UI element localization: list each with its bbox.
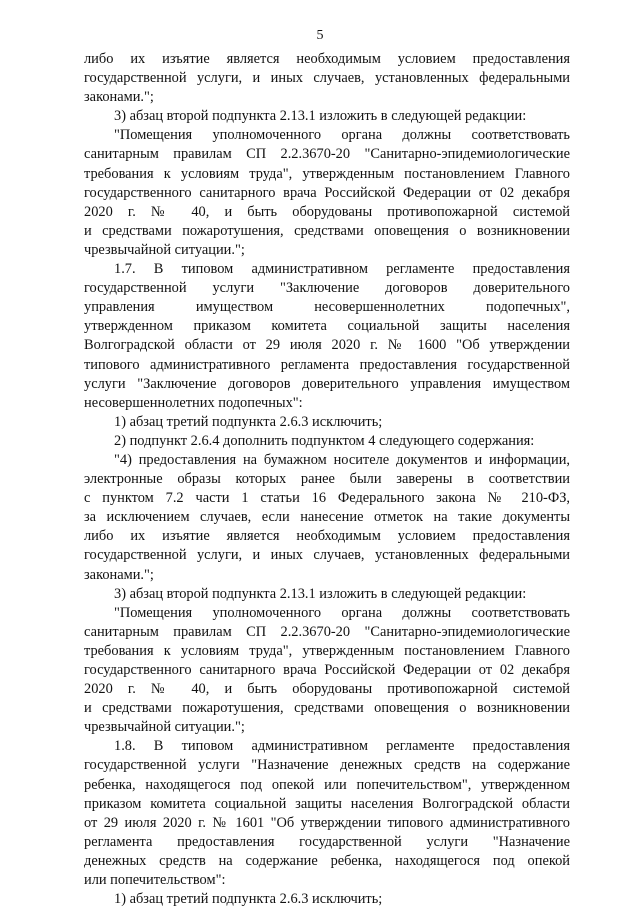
text-line: денежных средств на содержание ребенка, находящегося под опекой — [84, 852, 570, 869]
text-line: государственной услуги, и иных случаев, установленных федеральными — [84, 70, 570, 87]
text-line: государственного санитарного врача Российской Федерации от 02 декабря — [84, 184, 570, 201]
text-line: регламента предоставления государственной услуги "Назначение — [84, 833, 570, 850]
text-line: "Помещения уполномоченного органа должны соответствовать — [114, 127, 570, 144]
text-line: управления имуществом несовершеннолетних подопечных", — [84, 299, 570, 316]
text-line: требования к условиям труда", утвержденным постановлением Главного — [84, 165, 570, 182]
text-line: 1) абзац третий подпункта 2.6.3 исключить; — [114, 413, 383, 430]
text-line: и средствами пожаротушения, средствами оповещения о возникновении — [84, 700, 570, 717]
text-line: "4) предоставления на бумажном носителе документов и информации, — [114, 451, 570, 468]
text-line: несовершеннолетних подопечных": — [84, 394, 303, 411]
text-line: услуги "Заключение договоров доверительного управления имуществом — [84, 375, 570, 392]
text-line: электронные образы которых ранее были заверены в соответствии — [84, 471, 570, 488]
text-line: 1.8. В типовом административном регламенте предоставления — [114, 738, 570, 755]
text-line: от 29 июля 2020 г. № 1601 "Об утверждении типового административного — [84, 814, 570, 831]
text-line: приказом комитета социальной защиты населения Волгоградской области — [84, 795, 570, 812]
text-line: ребенка, находящегося под опекой или попечительством", утвержденном — [84, 776, 570, 793]
text-line: 2020 г. № 40, и быть оборудованы противопожарной системой — [84, 203, 570, 220]
text-line: 2020 г. № 40, и быть оборудованы противопожарной системой — [84, 681, 570, 698]
text-line: Волгоградской области от 29 июля 2020 г. № 1600 "Об утверждении — [84, 337, 570, 354]
text-line: государственной услуги "Заключение договоров доверительного — [84, 280, 570, 297]
text-line: и средствами пожаротушения, средствами оповещения о возникновении — [84, 222, 570, 239]
text-line: 1.7. В типовом административном регламенте предоставления — [114, 261, 570, 278]
page-number: 5 — [316, 28, 324, 43]
text-line: 3) абзац второй подпункта 2.13.1 изложить в следующей редакции: — [114, 108, 527, 125]
text-line: 1) абзац третий подпункта 2.6.3 исключить; — [114, 891, 383, 908]
text-line: чрезвычайной ситуации."; — [84, 241, 245, 258]
text-line: 2) подпункт 2.6.4 дополнить подпунктом 4 следующего содержания: — [114, 432, 535, 449]
text-line: "Помещения уполномоченного органа должны соответствовать — [114, 604, 570, 621]
text-line: требования к условиям труда", утвержденным постановлением Главного — [84, 642, 570, 659]
text-line: либо их изъятие является необходимым условием предоставления — [84, 51, 570, 67]
text-line: или попечительством": — [84, 872, 226, 889]
text-line: законами."; — [84, 566, 154, 583]
text-line: за исключением случаев, если нанесение отметок на такие документы — [84, 509, 570, 526]
text-line: типового административного регламента предоставления государственной — [84, 356, 570, 373]
text-line: санитарным правилам СП 2.2.3670-20 "Санитарно-эпидемиологические — [84, 623, 570, 640]
text-line: государственной услуги, и иных случаев, установленных федеральными — [84, 547, 570, 564]
document-body — [84, 50, 570, 909]
text-line: с пунктом 7.2 части 1 статьи 16 Федерального закона № 210-ФЗ, — [84, 490, 570, 507]
text-line: государственной услуги "Назначение денежных средств на содержание — [84, 757, 570, 774]
text-line: чрезвычайной ситуации."; — [84, 719, 245, 736]
text-line: либо их изъятие является необходимым условием предоставления — [84, 528, 570, 545]
text-line: законами."; — [84, 89, 154, 106]
text-line: государственного санитарного врача Российской Федерации от 02 декабря — [84, 662, 570, 678]
text-line: 3) абзац второй подпункта 2.13.1 изложить в следующей редакции: — [114, 585, 527, 602]
text-line: санитарным правилам СП 2.2.3670-20 "Санитарно-эпидемиологические — [84, 146, 570, 163]
text-line: утвержденном приказом комитета социальной защиты населения — [84, 318, 570, 335]
